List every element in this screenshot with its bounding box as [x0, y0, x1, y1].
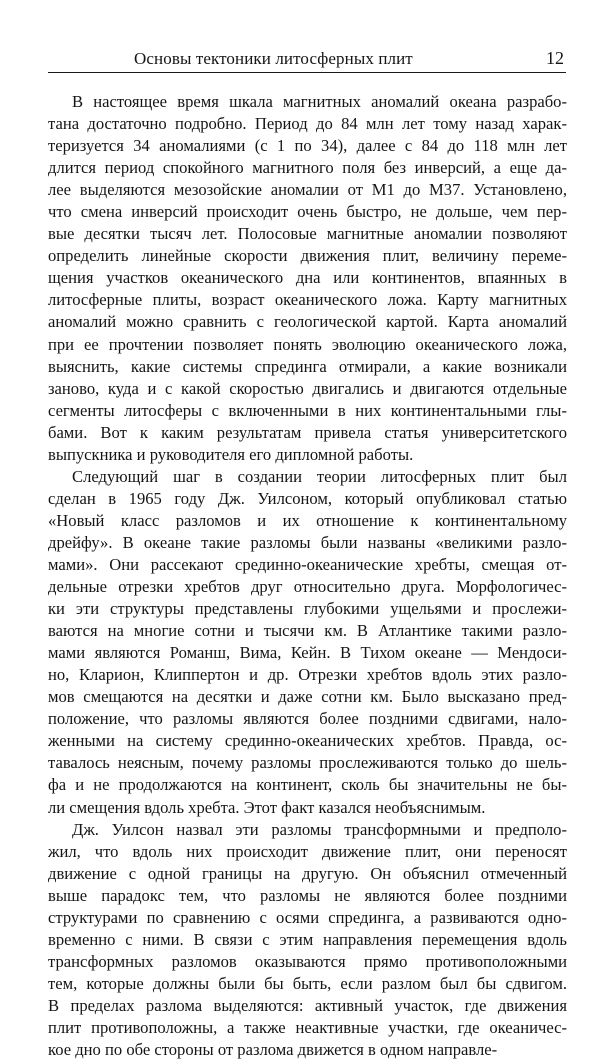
text-line: Следующий шаг в создании теории литосферных плит был [72, 466, 567, 486]
text-line: временно с ними. В связи с этим направления перемещения вдоль [48, 929, 567, 949]
text-line: В настоящее время шкала магнитных аномалий океана разрабо- [72, 92, 567, 111]
text-line: выпускника и руководителя его дипломной работы. [48, 444, 414, 464]
text-line: литосферные плиты, возраст океанического ложа. Карту магнитных [48, 290, 567, 310]
text-line: мов смещаются на десятки и даже сотни км. Было высказано пред- [48, 687, 567, 707]
page-number: 12 [546, 48, 564, 68]
text-line: ки эти структуры представлены глубокими ущельями и прослежи- [48, 599, 567, 619]
text-line: структурами по сравнению с осями спрединга, а развиваются одно- [48, 907, 567, 927]
text-line: тем, которые должны были бы быть, если разлом был бы сдвигом. [48, 973, 567, 993]
text-line: при ее прочтении позволяет понять эволюцию океанического ложа, [48, 334, 567, 354]
text-line: тана достаточно подробно. Период до 84 млн лет тому назад харак- [48, 114, 567, 134]
text-line: заново, куда и с какой скоростью двигались и двигаются отдельные [48, 378, 567, 398]
body-text [48, 91, 567, 1061]
text-line: вые десятки тысяч лет. Полосовые магнитные аномалии позволяют [48, 224, 567, 244]
text-line: «Новый класс разломов и их отношение к континентальному [48, 510, 567, 530]
running-header [48, 48, 566, 73]
text-line: выше парадокс тем, что разломы не являются более поздними [48, 885, 567, 905]
text-line: жил, что вдоль них происходит движение плит, они переносят [48, 841, 567, 861]
text-line: но, Кларион, Клиппертон и др. Отрезки хребтов вдоль этих разло- [48, 665, 567, 685]
paragraph [48, 466, 567, 819]
text-line: дельные отрезки хребтов друг относительно друга. Морфологичес- [48, 577, 567, 597]
text-line: что смена инверсий происходит очень быстро, не дольше, чем пер- [48, 202, 567, 222]
paragraph [48, 819, 567, 1061]
text-line: щения участков океанического дна или континентов, впаянных в [48, 268, 567, 288]
text-line: плит противоположны, а также неактивные участки, где океаничес- [48, 1017, 567, 1037]
text-line: тавалось неясным, почему разломы прослеживаются только до шель- [48, 753, 567, 773]
text-line: ваются на многие сотни и тысячи км. В Атлантике такими разло- [48, 621, 567, 641]
text-line: ли смещения вдоль хребта. Этот факт казался необъяснимым. [48, 797, 486, 817]
text-line: движение с одной границы на другую. Он объяснил отмеченный [48, 863, 567, 883]
text-line: В пределах разлома выделяются: активный участок, где движения [48, 995, 567, 1015]
text-line: мами являются Романш, Вима, Кейн. В Тихом океане — Мендоси- [48, 643, 567, 663]
text-line: трансформных разломов оказываются прямо противоположными [48, 951, 567, 971]
text-line: сделан в 1965 году Дж. Уилсоном, который опубликовал статью [48, 488, 567, 508]
text-line: теризуется 34 аномалиями (с 1 по 34), далее с 84 до 118 млн лет [48, 136, 567, 156]
text-line: бами. Вот к каким результатам привела статья университетского [48, 422, 567, 442]
running-title: Основы тектоники литосферных плит [134, 49, 413, 68]
text-line: женными на систему срединно-океанических хребтов. Правда, ос- [48, 731, 567, 751]
text-line: Дж. Уилсон назвал эти разломы трансформными и предполо- [72, 819, 567, 839]
text-line: длится период спокойного магнитного поля без инверсий, а еще да- [48, 158, 567, 178]
text-line: лее выделяются мезозойские аномалии от M1 до M37. Установлено, [48, 180, 567, 200]
text-line: дрейфу». В океане такие разломы были названы «великими разло- [48, 532, 567, 552]
text-line: кое дно по обе стороны от разлома движется в одном направле- [48, 1040, 498, 1060]
paragraph [48, 91, 567, 466]
text-line: фа и не продолжаются на континент, сколь бы значительны не бы- [48, 775, 567, 795]
text-line: аномалий можно сравнить с геологической картой. Карта аномалий [48, 312, 567, 332]
text-line: определить линейные скорости движения плит, величину переме- [48, 246, 567, 266]
text-line: выяснить, какие системы спрединга отмирали, а какие возникали [48, 356, 567, 376]
text-line: положение, что разломы являются более поздними сдвигами, нало- [48, 709, 567, 729]
text-line: мами». Они рассекают срединно-океанические хребты, смещая от- [48, 554, 567, 574]
text-line: сегменты литосферы с включенными в них континентальными глы- [48, 400, 567, 420]
